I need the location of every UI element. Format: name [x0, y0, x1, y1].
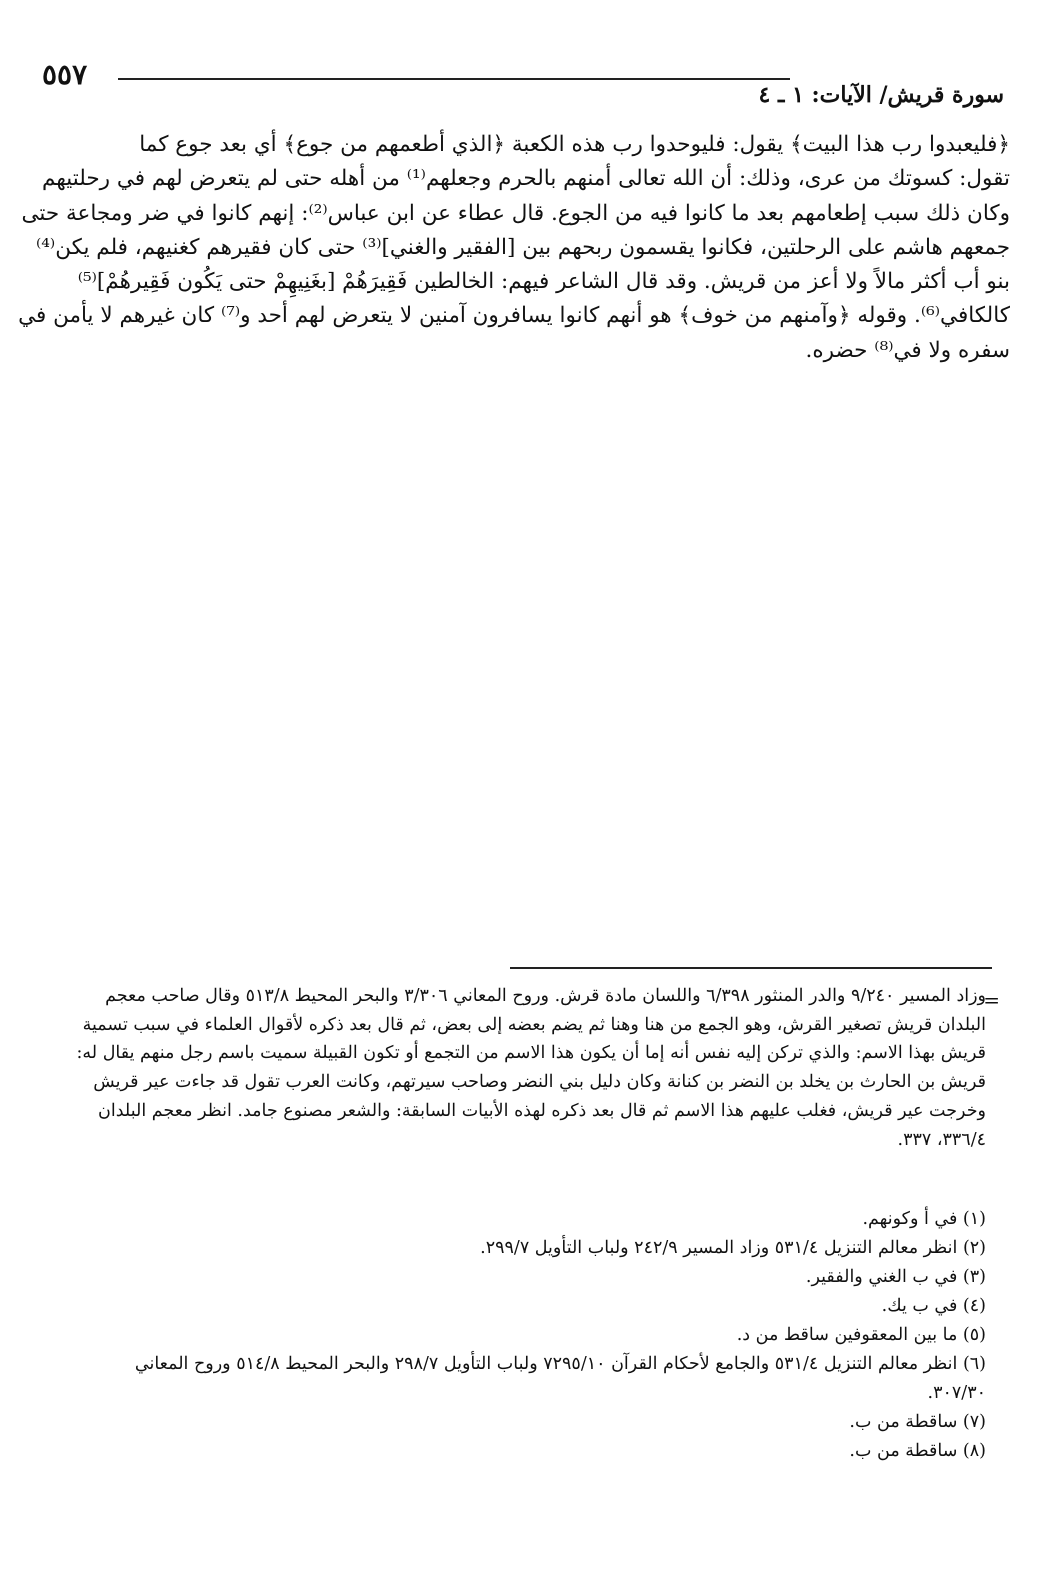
body-line: سفره ولا في⁽⁸⁾ حضره. — [805, 337, 1010, 363]
footnote-line: ٣٣٦/٤، ٣٣٧. — [897, 1129, 986, 1150]
footnote-item: (٧) ساقطة من ب. — [849, 1412, 986, 1432]
page-number: ٥٥٧ — [42, 58, 88, 91]
body-line: ﴿فليعبدوا رب هذا البيت﴾ يقول: فليوحدوا رب هذه الكعبة ﴿الذي أطعمهم من جوع﴾ أي بعد جوع كما — [139, 132, 1010, 157]
footnote-item: ٣٠٧/٣٠. — [927, 1383, 986, 1403]
body-line: كالكافي⁽⁶⁾. وقوله ﴿وآمنهم من خوف﴾ هو أنهم كانوا يسافرون آمنين لا يتعرض لهم أحد و⁽⁷⁾ كان غيرهم لا يأمن في — [18, 303, 1010, 329]
running-head: سورة قريش/ الآيات: ١ ـ ٤ — [758, 82, 1004, 108]
body-line: بنو أب أكثر مالاً ولا أعز من قريش. وقد قال الشاعر فيهم: الخالطين فَقِيرَهُمْ [بغَنِيهِمْ حتى يَكُون فَقِيرهُمْ]⁽⁵⁾ — [77, 269, 1010, 295]
footnote-item: (١) في أ وكونهم. — [862, 1209, 986, 1229]
footnote-continuation-mark: = — [983, 988, 1000, 1012]
footnote-item: (٨) ساقطة من ب. — [849, 1441, 986, 1461]
footnote-line: قريش بن الحارث بن يخلد بن النضر بن كنانة وكان دليل بني النضر وصاحب سيرتهم، وكانت العرب تقول قد جاءت عير قريش — [93, 1072, 986, 1093]
footnote-item: (٦) انظر معالم التنزيل ٥٣١/٤ والجامع لأحكام القرآن ٧٢٩٥/١٠ ولباب التأويل ٢٩٨/٧ والبحر المحيط ٥١٤/٨ وروح المعاني — [134, 1354, 986, 1374]
footnote-list — [36, 1205, 986, 1466]
body-text — [18, 128, 1010, 368]
footnote-rule — [510, 967, 992, 969]
footnote-item: (٢) انظر معالم التنزيل ٥٣١/٤ وزاد المسير ٢٤٢/٩ ولباب التأويل ٢٩٩/٧. — [480, 1238, 986, 1258]
body-line: تقول: كسوتك من عرى، وذلك: أن الله تعالى أمنهم بالحرم وجعلهم⁽¹⁾ من أهله حتى لم يتعرض لهم في رحلتيهم — [42, 166, 1010, 192]
footnote-line: قريش بهذا الاسم: والذي تركن إليه نفس أنه إما أن يكون هذا الاسم من التجمع أو تكون القبيلة سميت باسم رجل منهم يقال له: — [76, 1043, 986, 1064]
footnote-item: (٤) في ب يك. — [881, 1296, 986, 1316]
footnote-item: (٣) في ب الغني والفقير. — [805, 1267, 986, 1287]
footnote-continuation — [54, 982, 986, 1154]
body-line: وكان ذلك سبب إطعامهم بعد ما كانوا فيه من الجوع. قال عطاء عن ابن عباس⁽²⁾: إنهم كانوا في ضر ومجاعة حتى — [21, 200, 1010, 226]
header-rule — [118, 78, 790, 80]
footnote-item: (٥) ما بين المعقوفين ساقط من د. — [736, 1325, 986, 1345]
footnote-line: وخرجت عير قريش، فغلب عليهم هذا الاسم ثم قال بعد ذكره لهذه الأبيات السابقة: والشعر مصنوع جامد. انظر معجم البلدان — [98, 1100, 986, 1121]
body-line: جمعهم هاشم على الرحلتين، فكانوا يقسمون ربحهم بين [الفقير والغني]⁽³⁾ حتى كان فقيرهم كغنيهم، فلم يكن⁽⁴⁾ — [36, 234, 1010, 260]
footnote-line: البلدان قريش تصغير القرش، وهو الجمع من هنا وهنا ثم يضم بعضه إلى بعض، ثم قال بعد ذكره لأقوال العلماء في سبب تسمية — [82, 1014, 986, 1035]
footnote-line: وزاد المسير ٩/٢٤٠ والدر المنثور ٦/٣٩٨ واللسان مادة قرش. وروح المعاني ٣/٣٠٦ والبحر المحيط ٥١٣/٨ وقال صاحب معجم — [105, 986, 986, 1006]
